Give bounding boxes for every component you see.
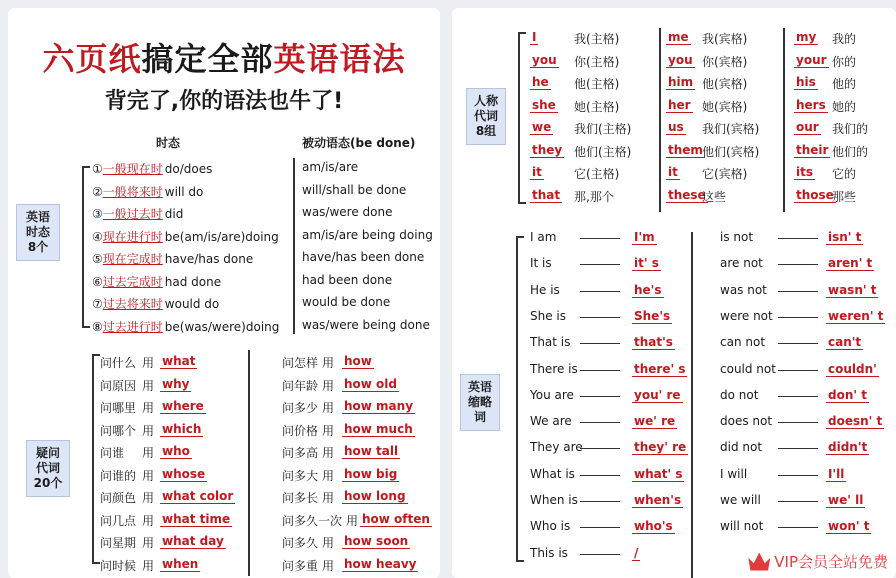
question-en: how <box>344 354 372 368</box>
contraction-full: She is <box>530 308 567 323</box>
pronoun-en: him <box>668 75 694 89</box>
contraction-short: we' ll <box>828 493 864 507</box>
crown-icon <box>748 553 770 571</box>
dash-line <box>580 396 620 397</box>
page-title <box>8 34 440 80</box>
pronoun-cn: 他(主格) <box>574 77 620 91</box>
tense-label <box>16 204 60 261</box>
pronoun-cn: 这些 <box>702 189 727 204</box>
contraction-short: what' s <box>634 466 683 481</box>
contraction-short: you' re <box>634 387 681 402</box>
contraction-short: She's <box>634 308 671 323</box>
question-en: who <box>162 444 190 458</box>
use-word: 用 <box>142 536 155 550</box>
pronoun-cn: 他们(主格) <box>574 144 632 159</box>
pronoun-cn: 它(主格) <box>574 167 620 181</box>
question-cn: 问颜色 <box>100 491 137 505</box>
use-word: 用 <box>322 446 335 460</box>
contraction-full: could not <box>720 361 776 376</box>
question-cn: 问价格 <box>282 423 319 438</box>
dash-line <box>580 291 620 292</box>
right-page <box>452 8 896 578</box>
dash-line <box>580 422 620 423</box>
pronoun-cn: 她(主格) <box>574 99 620 114</box>
tense-name: 一般将来时 <box>102 184 163 199</box>
use-word: 用 <box>322 468 335 483</box>
contraction-short: wasn' t <box>828 282 877 297</box>
question-cn: 问什么 <box>100 356 137 370</box>
tense-row <box>92 295 219 312</box>
pronoun-cn: 我的 <box>832 32 857 46</box>
contraction-short: it' s <box>634 256 659 271</box>
tense-name: 一般过去时 <box>102 207 163 221</box>
contraction-short: didn't <box>828 440 868 455</box>
use-word: 用 <box>142 423 155 438</box>
tense-label-line: 时态 <box>25 225 50 239</box>
question-cn: 问哪个 <box>100 423 137 438</box>
pronoun-cn: 他们(宾格) <box>702 144 760 159</box>
contraction-full: will not <box>720 519 764 534</box>
pronoun-en: I <box>532 30 537 44</box>
pronoun-label <box>466 88 506 145</box>
tense-name: 现在完成时 <box>102 252 163 266</box>
contraction-label <box>460 374 500 431</box>
contraction-short: / <box>634 545 639 560</box>
pronoun-cn: 我们(宾格) <box>702 122 760 136</box>
tense-label-line: 英语 <box>25 210 50 224</box>
tense-label-line: 8个 <box>27 240 49 254</box>
pronoun-en: these <box>668 187 706 202</box>
contraction-full: can not <box>720 335 766 350</box>
tense-number: ② <box>92 184 103 199</box>
use-word: 用 <box>322 558 335 573</box>
tense-number: ④ <box>92 229 103 244</box>
tense-form: will do <box>164 184 204 199</box>
pronoun-en: his <box>796 75 816 89</box>
contraction-short: don' t <box>828 387 867 402</box>
dash-line <box>580 317 620 318</box>
contraction-short: that's <box>634 335 673 350</box>
question-en: how big <box>344 466 398 481</box>
tense-row <box>92 160 212 177</box>
dash-line <box>778 396 818 397</box>
dash-line <box>778 370 818 371</box>
tense-form: would do <box>164 297 220 311</box>
use-word: 用 <box>322 491 335 505</box>
tense-name: 过去完成时 <box>102 274 163 289</box>
question-en: how many <box>344 399 414 413</box>
passive-form: have/has been done <box>302 250 425 264</box>
pronoun-divider-1 <box>659 28 661 212</box>
contraction-short: doesn' t <box>828 414 883 429</box>
contraction-short: can't <box>828 335 862 350</box>
contraction-short: couldn' <box>828 361 877 376</box>
passive-form: was/were done <box>302 205 393 219</box>
question-cn: 问谁 <box>100 446 125 460</box>
pronoun-cn: 你(宾格) <box>702 54 748 69</box>
pronoun-en: hers <box>796 97 826 112</box>
tense-header: 时态 <box>156 136 181 150</box>
use-word: 用 <box>346 513 359 528</box>
question-label-line: 疑问 <box>35 446 60 460</box>
question-label <box>26 440 70 497</box>
contraction-full: This is <box>530 545 568 560</box>
use-word: 用 <box>322 401 335 415</box>
contraction-full: I will <box>720 466 748 481</box>
contraction-short: I'll <box>828 466 845 481</box>
question-en: what time <box>162 511 231 526</box>
tense-form: do/does <box>164 162 213 176</box>
tense-row <box>92 273 221 290</box>
contraction-full: did not <box>720 440 763 455</box>
pronoun-cn: 他们的 <box>832 144 869 159</box>
contraction-full: What is <box>530 466 575 481</box>
title-part-3: 英语语法 <box>273 40 406 78</box>
question-en: what day <box>162 534 224 548</box>
question-cn: 问星期 <box>100 536 137 550</box>
dash-line <box>778 422 818 423</box>
question-en: why <box>162 376 190 391</box>
pronoun-cn: 你的 <box>832 54 857 69</box>
dash-line <box>778 291 818 292</box>
contraction-full: was not <box>720 282 767 297</box>
contraction-full: were not <box>720 308 773 323</box>
question-divider <box>248 350 250 576</box>
tense-form: be(was/were)doing <box>164 319 280 334</box>
contraction-short: aren' t <box>828 256 873 271</box>
contraction-short: we' re <box>634 414 676 429</box>
contraction-short: when's <box>634 493 682 507</box>
question-en: how much <box>344 421 413 436</box>
page-subtitle: 背完了,你的语法也牛了! <box>104 89 344 114</box>
contraction-short: there' s <box>634 361 686 376</box>
pronoun-en: it <box>668 165 678 179</box>
contraction-full: we will <box>720 493 761 507</box>
pronoun-cn: 他(宾格) <box>702 77 748 91</box>
tense-form: did <box>164 207 184 221</box>
tense-bracket <box>82 166 84 328</box>
dash-line <box>778 527 818 528</box>
pronoun-en: them <box>668 142 703 157</box>
left-page <box>8 8 440 578</box>
question-en: what <box>162 354 196 368</box>
dash-line <box>580 238 620 239</box>
use-word: 用 <box>322 536 335 550</box>
pronoun-en: us <box>668 120 684 134</box>
pronoun-en: my <box>796 30 817 44</box>
tense-name: 现在进行时 <box>102 229 163 244</box>
contraction-full: They are <box>530 440 583 455</box>
contraction-full: is not <box>720 230 754 244</box>
question-cn: 问几点 <box>100 513 137 528</box>
contraction-short: I'm <box>634 230 655 244</box>
contraction-full: Who is <box>530 519 571 534</box>
contraction-short: won' t <box>828 519 870 534</box>
tense-name: 过去进行时 <box>102 319 163 334</box>
tense-row <box>92 205 183 222</box>
tense-name: 过去将来时 <box>102 297 163 311</box>
pronoun-en: you <box>668 52 693 67</box>
use-word: 用 <box>142 378 155 393</box>
question-en: where <box>162 399 204 413</box>
question-en: how heavy <box>344 556 417 571</box>
use-word: 用 <box>322 378 335 393</box>
pronoun-en: your <box>796 52 827 67</box>
use-word: 用 <box>142 468 155 483</box>
question-cn: 问原因 <box>100 378 137 393</box>
dash-line <box>580 527 620 528</box>
tense-number: ① <box>92 162 103 176</box>
pronoun-en: their <box>796 142 829 157</box>
contraction-full: It is <box>530 256 552 271</box>
question-en: how long <box>344 489 406 503</box>
pronoun-en: our <box>796 120 819 134</box>
question-cn: 问多高 <box>282 446 319 460</box>
question-cn: 问多大 <box>282 468 319 483</box>
pronoun-cn: 那,那个 <box>574 189 614 204</box>
pronoun-cn: 它的 <box>832 167 857 181</box>
tense-row <box>92 228 279 245</box>
contraction-full: That is <box>530 335 571 350</box>
tense-form: have/has done <box>164 252 254 266</box>
contraction-short: weren' t <box>828 308 884 323</box>
question-bracket <box>92 354 94 564</box>
title-part-1: 六页纸 <box>42 40 142 78</box>
contraction-full: are not <box>720 256 763 271</box>
tense-name: 一般现在时 <box>102 162 163 176</box>
contraction-full: When is <box>530 493 578 507</box>
pronoun-cn: 它(宾格) <box>702 167 748 181</box>
use-word: 用 <box>142 558 155 573</box>
contraction-full: We are <box>530 414 572 429</box>
pronoun-cn: 你(主格) <box>574 54 620 69</box>
contraction-full: do not <box>720 387 759 402</box>
pronoun-cn: 我(宾格) <box>702 32 748 46</box>
tense-form: be(am/is/are)doing <box>164 229 279 244</box>
contraction-short: who's <box>634 519 673 534</box>
tense-row <box>92 250 253 267</box>
pronoun-cn: 那些 <box>832 189 857 204</box>
use-word: 用 <box>142 401 155 415</box>
question-label-line: 代词 <box>35 461 60 475</box>
tense-number: ⑦ <box>92 297 103 311</box>
pronoun-en: you <box>532 52 557 67</box>
dash-line <box>580 554 620 555</box>
dash-line <box>778 475 818 476</box>
question-en: how old <box>344 376 397 391</box>
question-en: how often <box>362 511 430 526</box>
tense-number: ⑥ <box>92 274 103 289</box>
dash-line <box>778 448 818 449</box>
pronoun-cn: 她(宾格) <box>702 99 748 114</box>
pronoun-cn: 他的 <box>832 77 857 91</box>
dash-line <box>778 238 818 239</box>
question-en: when <box>162 556 199 571</box>
contraction-full: You are <box>530 387 574 402</box>
pronoun-en: it <box>532 165 542 179</box>
contraction-divider <box>691 232 693 578</box>
dash-line <box>778 501 818 502</box>
contraction-short: they' re <box>634 440 687 455</box>
passive-form: had been done <box>302 272 393 287</box>
question-cn: 问年龄 <box>282 378 319 393</box>
tense-row <box>92 183 203 200</box>
pronoun-en: we <box>532 120 552 134</box>
contraction-full: There is <box>530 361 578 376</box>
dash-line <box>580 264 620 265</box>
question-cn: 问谁的 <box>100 468 137 483</box>
pronoun-cn: 我们(主格) <box>574 122 632 136</box>
dash-line <box>580 475 620 476</box>
tense-number: ③ <box>92 207 103 221</box>
question-cn: 问多久 <box>282 536 319 550</box>
pronoun-label-line: 人称 <box>473 94 498 108</box>
tense-divider <box>293 158 295 334</box>
dash-line <box>778 264 818 265</box>
title-part-2: 搞定全部 <box>141 40 274 78</box>
contraction-bracket <box>516 236 518 562</box>
pronoun-cn: 我(主格) <box>574 32 620 46</box>
question-en: how soon <box>344 534 409 548</box>
contraction-label-line: 缩略 <box>467 395 492 409</box>
tense-number: ⑤ <box>92 252 103 266</box>
dash-line <box>580 343 620 344</box>
question-en: how tall <box>344 444 399 458</box>
passive-form: am/is/are being doing <box>302 227 433 242</box>
dash-line <box>580 448 620 449</box>
question-cn: 问多少 <box>282 401 319 415</box>
pronoun-cn: 我们的 <box>832 122 869 136</box>
question-en: which <box>162 421 202 436</box>
use-word: 用 <box>142 356 155 370</box>
dash-line <box>778 317 818 318</box>
contraction-full: I am <box>530 230 557 244</box>
passive-form: am/is/are <box>302 160 359 174</box>
vip-watermark[interactable] <box>744 549 892 574</box>
pronoun-en: she <box>532 97 556 112</box>
use-word: 用 <box>142 491 155 505</box>
pronoun-en: that <box>532 187 561 202</box>
passive-form: was/were being done <box>302 317 430 332</box>
tense-row <box>92 318 279 335</box>
question-label-line: 20个 <box>33 476 63 490</box>
contraction-label-line: 英语 <box>467 380 492 394</box>
dash-line <box>580 501 620 502</box>
contraction-label-line: 词 <box>473 410 486 424</box>
use-word: 用 <box>142 446 155 460</box>
pronoun-divider-2 <box>783 28 785 212</box>
passive-header: 被动语态(be done) <box>302 136 416 150</box>
contraction-short: isn' t <box>828 230 862 244</box>
question-cn: 问多重 <box>282 558 319 573</box>
pronoun-en: those <box>796 187 834 202</box>
pronoun-label-line: 8组 <box>475 124 497 138</box>
question-cn: 问多久一次 <box>282 513 343 528</box>
pronoun-en: they <box>532 142 563 157</box>
contraction-full: does not <box>720 414 773 429</box>
use-word: 用 <box>322 423 335 438</box>
use-word: 用 <box>142 513 155 528</box>
dash-line <box>580 370 620 371</box>
question-cn: 问多长 <box>282 491 319 505</box>
passive-form: would be done <box>302 295 391 309</box>
pronoun-en: her <box>668 97 691 112</box>
dash-line <box>778 343 818 344</box>
question-en: whose <box>162 466 206 481</box>
tense-number: ⑧ <box>92 319 103 334</box>
watermark-text: VIP会员全站免费 <box>774 553 888 571</box>
use-word: 用 <box>322 356 335 370</box>
question-cn: 问哪里 <box>100 401 137 415</box>
pronoun-cn: 她的 <box>832 99 857 114</box>
contraction-short: he's <box>634 282 662 297</box>
question-cn: 问时候 <box>100 558 137 573</box>
tense-form: had done <box>164 274 222 289</box>
pronoun-en: he <box>532 75 549 89</box>
pronoun-en: me <box>668 30 689 44</box>
pronoun-bracket <box>518 32 520 204</box>
contraction-full: He is <box>530 282 560 297</box>
question-cn: 问怎样 <box>282 356 319 370</box>
pronoun-en: its <box>796 165 813 179</box>
pronoun-label-line: 代词 <box>473 109 498 123</box>
question-en: what color <box>162 489 234 503</box>
passive-form: will/shall be done <box>302 182 407 197</box>
